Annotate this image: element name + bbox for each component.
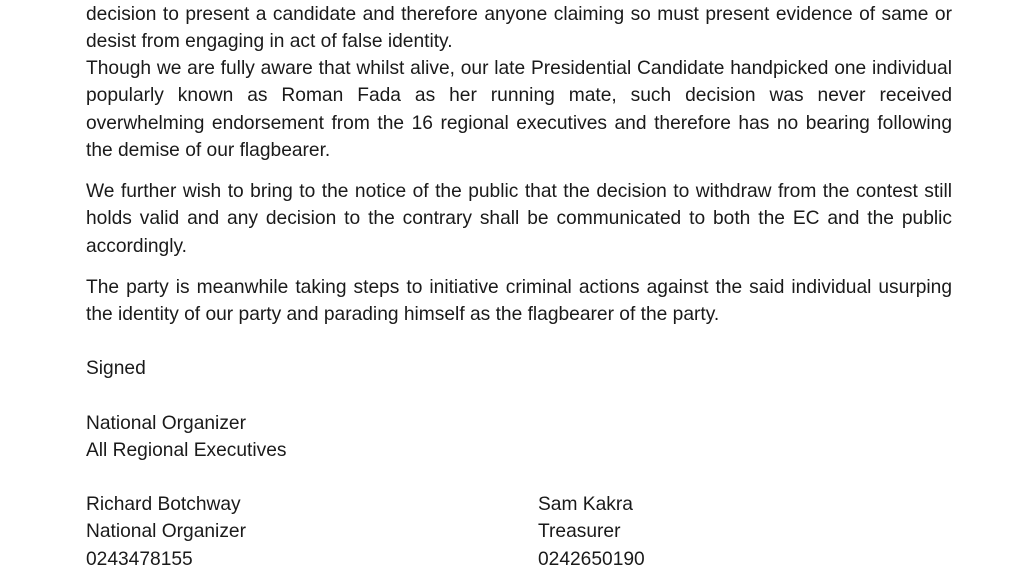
signatory-title: Treasurer [538, 521, 621, 542]
signatory-title: National Organizer [86, 521, 246, 542]
signatory-phone: 0243478155 [86, 549, 193, 570]
signed-by-line-2: All Regional Executives [86, 440, 287, 461]
paragraph-running-mate: Though we are fully aware that whilst alive, our late Presidential Candidate handpicked one individual popularly known as Roman Fada as her running mate, such decision was never received overwhelming endorsement from the 16 regional executives and therefore has no bearing following the demise of our flagbearer. [86, 58, 952, 161]
signed-label: Signed [86, 358, 146, 379]
paragraph-continued: decision to present a candidate and therefore anyone claiming so must present evidence of same or desist from engaging in act of false identity. [86, 4, 952, 53]
signatory-name: Sam Kakra [538, 494, 633, 515]
paragraph-criminal-action: The party is meanwhile taking steps to initiative criminal actions against the said individual usurping the identity of our party and parading himself as the flagbearer of the party. [86, 277, 952, 326]
signatory-name: Richard Botchway [86, 494, 241, 515]
signed-by-line-1: National Organizer [86, 413, 246, 434]
signatory-phone: 0242650190 [538, 549, 645, 570]
paragraph-withdrawal: We further wish to bring to the notice of the public that the decision to withdraw from the contest still holds valid and any decision to the contrary shall be communicated to both the EC and the public accordingly. [86, 181, 952, 257]
